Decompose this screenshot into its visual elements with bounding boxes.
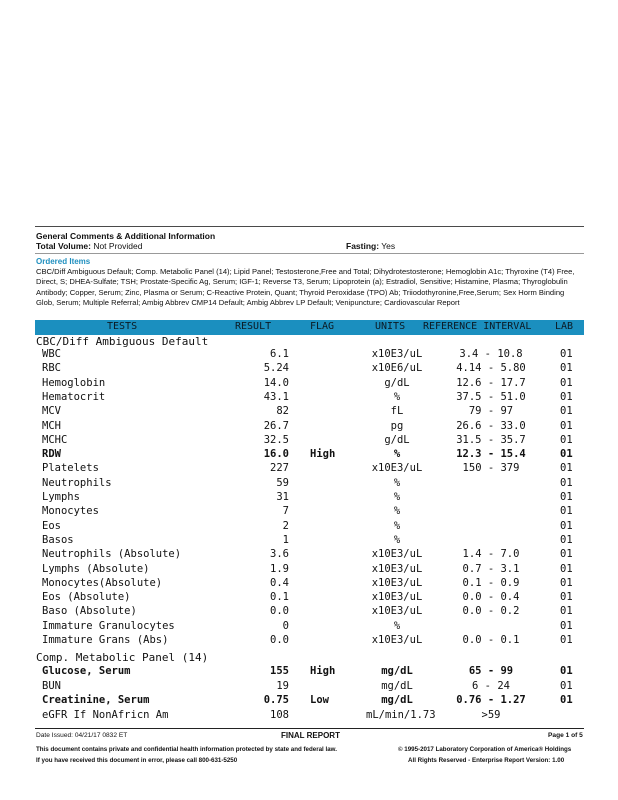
test-result: 0.1 xyxy=(270,591,289,604)
test-result: 0 xyxy=(282,619,289,632)
test-reference: 0.7 - 3.1 xyxy=(462,562,520,575)
test-reference: 0.76 - 1.27 xyxy=(456,694,526,706)
test-name: Eos (Absolute) xyxy=(42,591,131,604)
test-units: pg xyxy=(390,419,404,432)
test-lab: 01 xyxy=(560,533,573,546)
test-units: mL/min/1.73 xyxy=(366,708,436,721)
test-lab: 01 xyxy=(560,462,573,475)
table-row xyxy=(0,694,618,708)
test-result: 108 xyxy=(270,708,289,721)
test-lab: 01 xyxy=(560,376,573,389)
test-units: x10E3/uL xyxy=(371,562,423,575)
test-name: RBC xyxy=(42,362,61,375)
test-lab: 01 xyxy=(560,405,573,418)
test-units: x10E3/uL xyxy=(371,591,423,604)
total-volume xyxy=(36,241,142,251)
footer-divider xyxy=(35,728,584,729)
test-units: % xyxy=(393,505,401,518)
table-row xyxy=(0,491,618,505)
test-units: x10E3/uL xyxy=(371,605,423,618)
copyright: © 1995-2017 Laboratory Corporation of America® Holdings xyxy=(398,746,572,753)
table-row xyxy=(0,634,618,648)
test-result: 227 xyxy=(270,462,289,475)
table-row xyxy=(0,665,618,679)
ordered-items-title: Ordered Items xyxy=(36,257,91,266)
test-name: Immature Granulocytes xyxy=(42,619,175,632)
report-version: 1.00 xyxy=(552,757,565,764)
test-name: Hemoglobin xyxy=(42,376,106,389)
test-result: 3.6 xyxy=(270,548,289,561)
test-units: x10E6/uL xyxy=(371,362,423,375)
test-lab: 01 xyxy=(560,694,573,706)
test-units: mg/dL xyxy=(381,679,413,692)
test-name: Neutrophils xyxy=(42,476,112,489)
test-lab: 01 xyxy=(560,448,573,461)
test-units: % xyxy=(393,448,401,461)
test-result: 0.4 xyxy=(270,576,289,589)
table-row xyxy=(0,391,618,405)
total-volume-label: Total Volume: xyxy=(36,241,91,251)
fasting-value: Yes xyxy=(381,241,396,251)
test-lab: 01 xyxy=(560,390,573,403)
test-units: % xyxy=(393,476,401,489)
test-lab: 01 xyxy=(560,665,573,677)
test-result: 82 xyxy=(276,405,289,418)
test-reference: 31.5 - 35.7 xyxy=(456,433,526,446)
test-units: % xyxy=(393,390,401,403)
test-name: Creatinine, Serum xyxy=(42,694,150,706)
test-reference: 79 - 97 xyxy=(468,405,514,418)
test-lab: 01 xyxy=(560,476,573,489)
table-row xyxy=(0,591,618,605)
test-name: Glucose, Serum xyxy=(42,665,131,677)
test-units: mg/dL xyxy=(381,694,413,706)
test-reference: 26.6 - 33.0 xyxy=(456,419,526,432)
test-units: % xyxy=(393,533,401,546)
test-lab: 01 xyxy=(560,634,573,646)
test-name: Basos xyxy=(42,533,74,546)
test-name: MCHC xyxy=(42,433,68,446)
table-row xyxy=(0,434,618,448)
test-result: 1 xyxy=(282,533,289,546)
test-lab: 01 xyxy=(560,419,573,432)
test-name: Platelets xyxy=(42,462,99,475)
test-result: 14.0 xyxy=(263,376,289,389)
test-units: % xyxy=(393,519,401,532)
test-reference: 65 - 99 xyxy=(468,665,514,677)
results-table-header xyxy=(35,320,584,335)
table-row xyxy=(0,448,618,462)
top-divider xyxy=(35,226,584,227)
error-notice: If you have received this document in error, please call 800-631-5250 xyxy=(36,757,238,764)
test-name: Lymphs xyxy=(42,491,80,503)
test-result: 32.5 xyxy=(263,433,289,446)
test-units: fL xyxy=(390,405,404,418)
ordered-divider xyxy=(35,253,584,254)
table-row xyxy=(0,420,618,434)
test-units: x10E3/uL xyxy=(371,548,423,561)
test-reference: 12.6 - 17.7 xyxy=(456,376,526,389)
test-name: Baso (Absolute) xyxy=(42,605,137,618)
test-result: 26.7 xyxy=(263,419,289,432)
test-result: 0.0 xyxy=(270,605,289,618)
header-reference: REFERENCE INTERVAL xyxy=(423,321,532,332)
table-row xyxy=(0,520,618,534)
test-result: 5.24 xyxy=(263,362,289,375)
test-flag: Low xyxy=(310,694,329,706)
test-lab: 01 xyxy=(560,619,573,632)
test-name: WBC xyxy=(42,348,61,360)
table-row xyxy=(0,505,618,519)
table-row xyxy=(0,477,618,491)
test-result: 7 xyxy=(282,505,289,518)
test-result: 19 xyxy=(276,679,289,692)
test-units: x10E3/uL xyxy=(371,634,423,646)
date-issued: Date Issued: 04/21/17 0832 ET xyxy=(36,732,128,739)
test-reference: 37.5 - 51.0 xyxy=(456,390,526,403)
table-row xyxy=(0,362,618,376)
test-reference: 0.0 - 0.4 xyxy=(462,591,520,604)
test-units: x10E3/uL xyxy=(371,576,423,589)
test-lab: 01 xyxy=(560,679,573,692)
header-flag: FLAG xyxy=(310,321,335,332)
test-name: RDW xyxy=(42,448,61,461)
section-cmp: Comp. Metabolic Panel (14) xyxy=(36,651,209,664)
test-result: 6.1 xyxy=(270,348,289,360)
table-row xyxy=(0,620,618,634)
test-flag: High xyxy=(310,665,336,677)
test-lab: 01 xyxy=(560,548,573,561)
total-volume-value: Not Provided xyxy=(93,241,143,251)
table-row xyxy=(0,563,618,577)
test-name: Immature Grans (Abs) xyxy=(42,634,169,646)
test-name: Eos xyxy=(42,519,61,532)
test-result: 1.9 xyxy=(270,562,289,575)
table-row xyxy=(0,534,618,548)
test-name: Neutrophils (Absolute) xyxy=(42,548,182,561)
test-result: 59 xyxy=(276,476,289,489)
test-reference: 4.14 - 5.80 xyxy=(456,362,526,375)
test-lab: 01 xyxy=(560,348,573,360)
test-lab: 01 xyxy=(560,562,573,575)
test-name: Monocytes xyxy=(42,505,99,518)
test-result: 43.1 xyxy=(263,390,289,403)
test-result: 0.75 xyxy=(263,694,289,706)
section-cbc: CBC/Diff Ambiguous Default xyxy=(36,335,209,348)
final-report-label: FINAL REPORT xyxy=(281,731,340,740)
test-result: 31 xyxy=(276,491,289,503)
rights-text: All Rights Reserved - Enterprise Report Version: xyxy=(408,757,551,764)
test-reference: 150 - 379 xyxy=(462,462,520,475)
test-reference: 3.4 - 10.8 xyxy=(459,348,523,360)
general-comments-title: General Comments & Additional Information xyxy=(36,231,216,241)
test-lab: 01 xyxy=(560,605,573,618)
table-row xyxy=(0,377,618,391)
test-units: x10E3/uL xyxy=(371,462,423,475)
test-reference: 1.4 - 7.0 xyxy=(462,548,520,561)
test-result: 2 xyxy=(282,519,289,532)
table-row xyxy=(0,462,618,476)
test-units: x10E3/uL xyxy=(371,348,423,360)
test-reference: 12.3 - 15.4 xyxy=(456,448,526,461)
test-reference: >59 xyxy=(481,708,501,721)
test-reference: 0.0 - 0.2 xyxy=(462,605,520,618)
table-row xyxy=(0,548,618,562)
test-units: g/dL xyxy=(384,376,410,389)
table-row xyxy=(0,577,618,591)
header-tests: TESTS xyxy=(107,321,138,332)
test-lab: 01 xyxy=(560,519,573,532)
test-lab: 01 xyxy=(560,362,573,375)
test-name: eGFR If NonAfricn Am xyxy=(42,708,169,721)
rights-line xyxy=(408,757,564,764)
table-row xyxy=(0,348,618,362)
page-number: Page 1 of 5 xyxy=(548,732,583,739)
test-lab: 01 xyxy=(560,505,573,518)
test-reference: 6 - 24 xyxy=(472,679,510,692)
test-lab: 01 xyxy=(560,576,573,589)
test-lab: 01 xyxy=(560,591,573,604)
test-reference: 0.0 - 0.1 xyxy=(462,634,520,646)
table-row xyxy=(0,680,618,694)
test-result: 16.0 xyxy=(263,448,289,461)
fasting xyxy=(346,241,395,251)
table-row xyxy=(0,405,618,419)
fasting-label: Fasting: xyxy=(346,241,380,251)
test-name: Lymphs (Absolute) xyxy=(42,562,150,575)
table-row xyxy=(0,709,618,723)
confidential-notice: This document contains private and confidential health information protected by state and federal law. xyxy=(36,746,337,753)
test-name: BUN xyxy=(42,679,61,692)
test-name: Hematocrit xyxy=(42,390,106,403)
test-name: Monocytes(Absolute) xyxy=(42,576,163,589)
ordered-items-list: CBC/Diff Ambiguous Default; Comp. Metabolic Panel (14); Lipid Panel; Testosterone,Free and Total; Dihydrotestosterone; Hemoglobin A1c; Thyroxine (T4) Free, Direct, S; DHEA-Sulfate; TSH; Prostate-Specific Ag, Serum; IGF-1; Reverse T3, Serum; Lipoprotein (a); Estradiol, Sensitive; Histamine, Plasma; Thyroglobulin Antibody; Copper, Serum; Zinc, Plasma or Serum; C-Reactive Protein, Quant; Thyroid Peroxidase (TPO) Ab; Triiodothyronine,Free,Serum; Sex Horm Binding Glob, Serum; Multiple Referral; Ambig Abbrev CMP14 Default; Ambig Abbrev LP Default; Venipuncture; Cardiovascular Report xyxy=(36,267,575,308)
test-result: 0.0 xyxy=(270,634,289,646)
test-name: MCV xyxy=(42,405,61,418)
test-name: MCH xyxy=(42,419,61,432)
header-units: UNITS xyxy=(375,321,406,332)
header-result: RESULT xyxy=(235,321,272,332)
test-flag: High xyxy=(310,448,336,461)
test-units: mg/dL xyxy=(381,665,413,677)
test-result: 155 xyxy=(270,665,289,677)
test-units: g/dL xyxy=(384,433,410,446)
test-units: % xyxy=(393,491,401,503)
table-row xyxy=(0,605,618,619)
test-reference: 0.1 - 0.9 xyxy=(462,576,520,589)
test-lab: 01 xyxy=(560,491,573,503)
test-units: % xyxy=(393,619,401,632)
header-lab: LAB xyxy=(555,321,574,332)
test-lab: 01 xyxy=(560,433,573,446)
